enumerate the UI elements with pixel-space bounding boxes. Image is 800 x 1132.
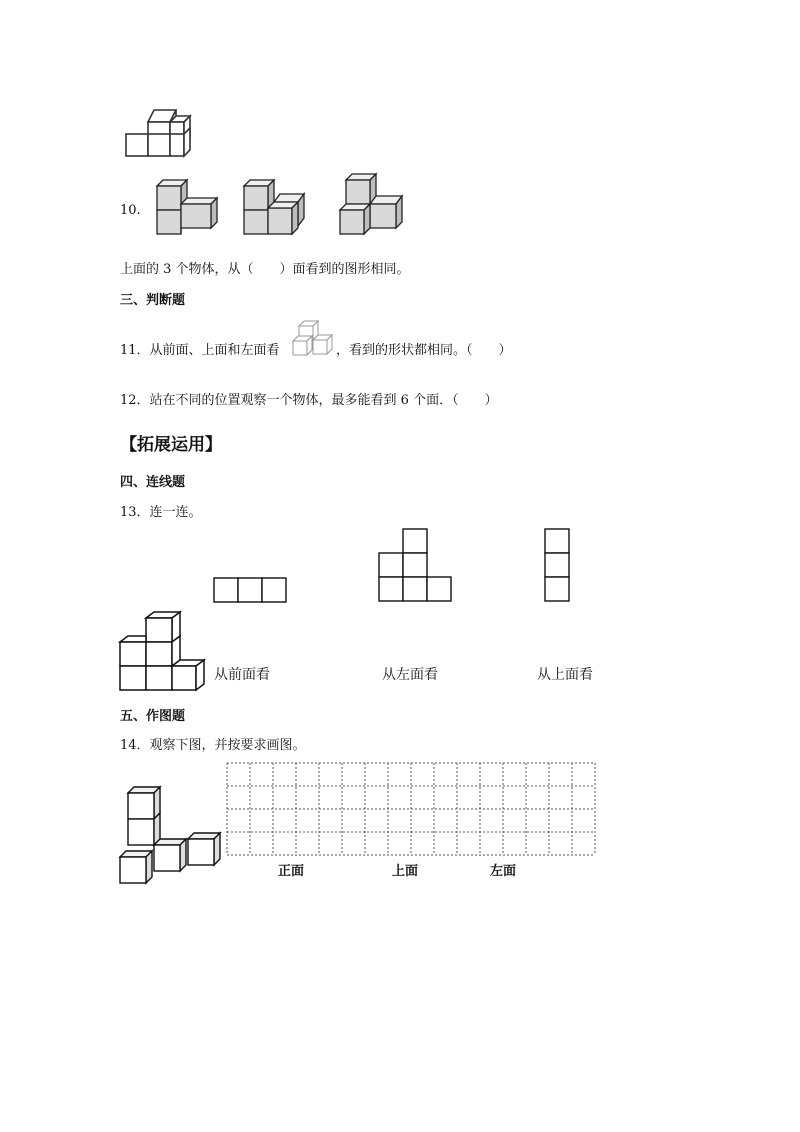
q14-label-front: 正面 xyxy=(278,864,305,879)
q13-label-top: 从上面看 xyxy=(537,667,593,683)
q10-number: 10. xyxy=(120,203,141,218)
q14-label-top: 上面 xyxy=(392,864,419,879)
q14-label-left: 左面 xyxy=(490,864,517,879)
q13-label-left: 从左面看 xyxy=(382,667,438,683)
extension-heading: 【拓展运用】 xyxy=(120,435,222,455)
q13-solid-figure xyxy=(118,610,210,692)
q10-figure-2 xyxy=(242,178,312,238)
q13-view-stepped xyxy=(377,527,457,604)
q11-cube-figure xyxy=(289,320,335,358)
q11-text-after: ，看到的形状都相同。（ ） xyxy=(336,343,512,358)
q14-dotted-grid xyxy=(226,762,594,858)
q13-view-column-of-three xyxy=(543,527,573,604)
q14-text: 14．观察下图，并按要求画图。 xyxy=(120,738,306,753)
q13-text: 13．连一连。 xyxy=(120,505,202,520)
q10-question: 上面的 3 个物体，从（ ）面看到的图形相同。 xyxy=(120,262,410,277)
q13-label-front: 从前面看 xyxy=(214,667,270,683)
q12-text: 12．站在不同的位置观察一个物体，最多能看到 6 个面．（ ） xyxy=(120,393,498,408)
q11-text-before: 11．从前面、上面和左面看 xyxy=(120,343,280,358)
top-cube-figure xyxy=(118,100,198,162)
section5-title: 五、作图题 xyxy=(120,709,186,724)
q10-figure-1 xyxy=(155,178,225,238)
q10-figure-3 xyxy=(338,172,408,238)
q13-view-row-of-three xyxy=(212,576,290,604)
q14-solid-figure xyxy=(118,785,228,887)
section4-title: 四、连线题 xyxy=(120,475,186,490)
section3-title: 三、判断题 xyxy=(120,293,186,308)
